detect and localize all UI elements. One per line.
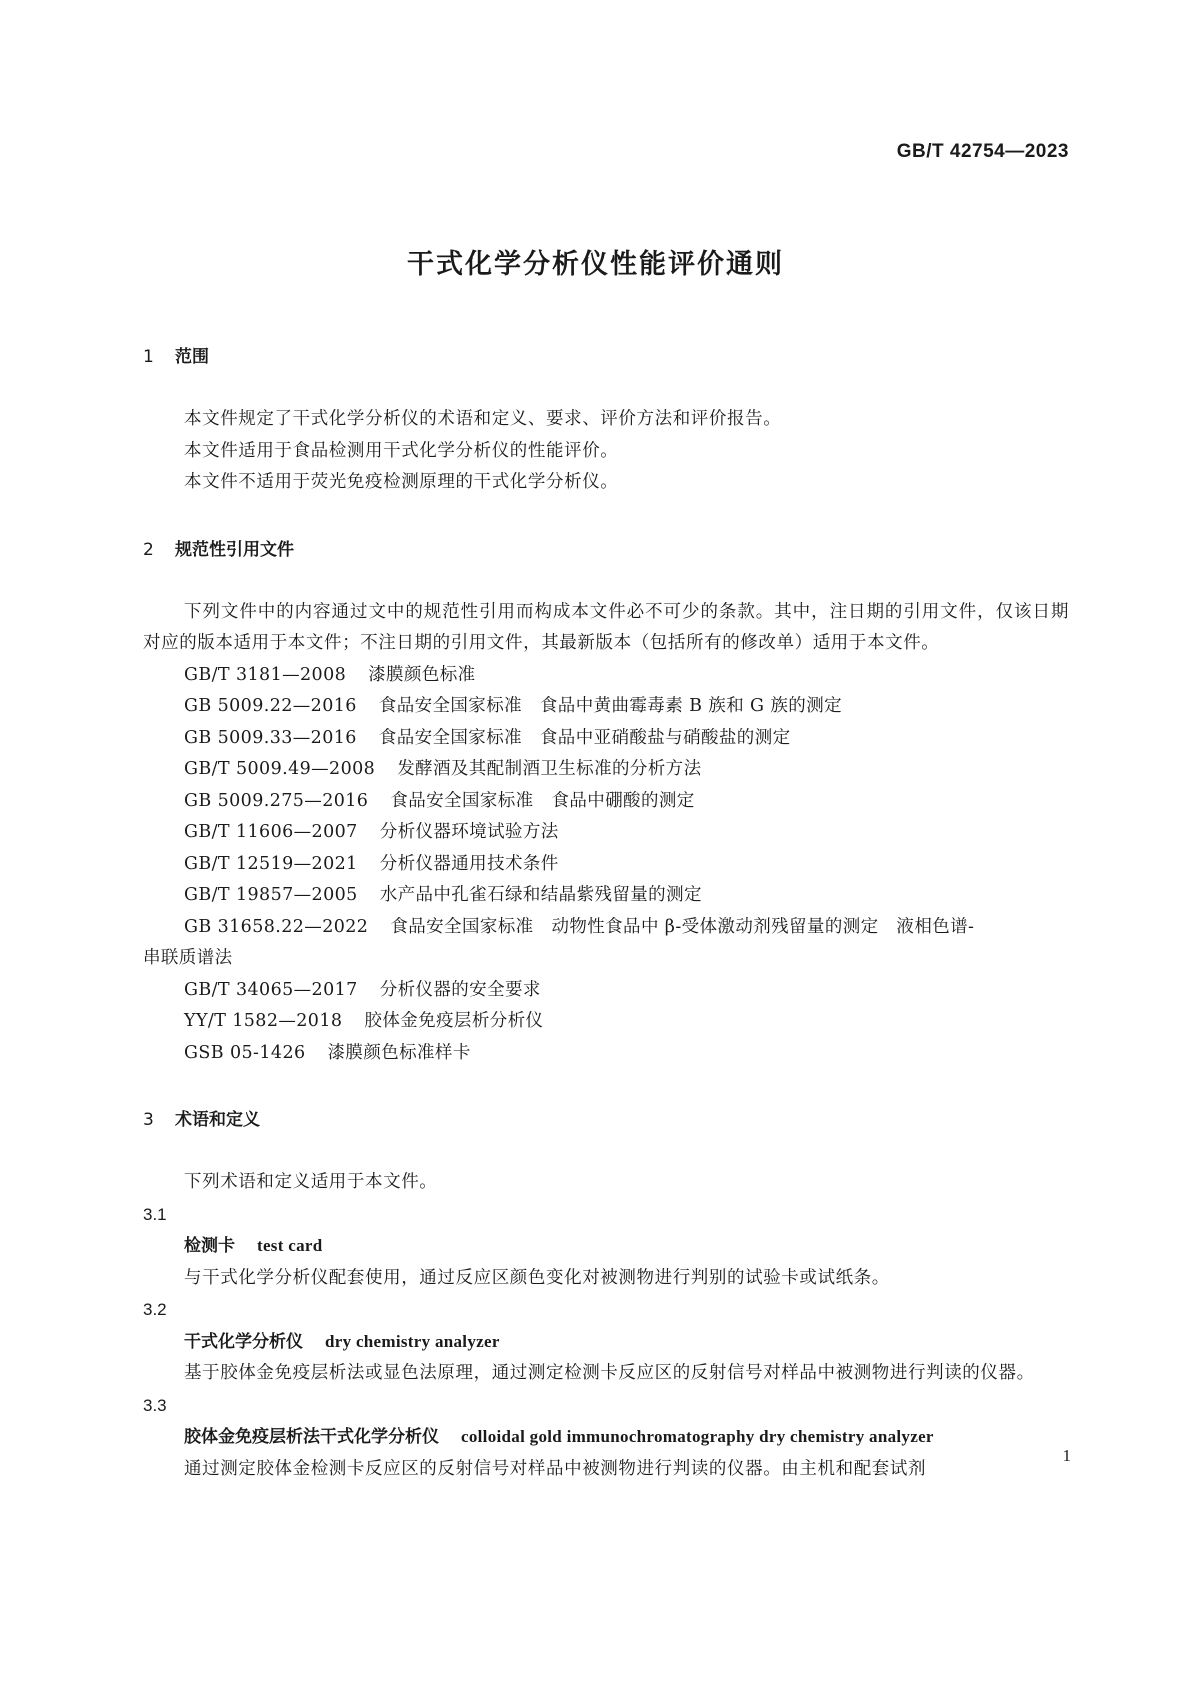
term-zh: 干式化学分析仪 <box>184 1331 303 1352</box>
reference-code: GB 5009.275—2016 <box>184 790 369 811</box>
reference-item-continuation: 串联质谱法 <box>143 948 233 968</box>
reference-code: GB 5009.33—2016 <box>184 727 357 748</box>
section-1-heading <box>143 340 1069 374</box>
standard-code: GB/T 42754—2023 <box>896 141 1069 162</box>
reference-item <box>143 691 1069 723</box>
reference-item <box>143 1006 1069 1038</box>
term-en: test card <box>257 1236 323 1255</box>
section-3-heading <box>143 1103 1069 1137</box>
paragraph: 本文件不适用于荧光免疫检测原理的干式化学分析仪。 <box>184 472 619 492</box>
section-title: 规范性引用文件 <box>175 539 294 560</box>
term-heading <box>143 1421 1069 1454</box>
section-number: 3 <box>143 1110 154 1130</box>
reference-code: GB/T 11606—2007 <box>184 822 358 842</box>
term-definition: 通过测定胶体金检测卡反应区的反射信号对样品中被测物进行判读的仪器。由主机和配套试剂 <box>184 1458 927 1479</box>
paragraph: 本文件适用于食品检测用干式化学分析仪的性能评价。 <box>184 440 619 461</box>
reference-title: 食品安全国家标准 食品中亚硝酸盐与硝酸盐的测定 <box>378 727 791 748</box>
term-number: 3.2 <box>143 1300 167 1319</box>
term-definition: 与干式化学分析仪配套使用，通过反应区颜色变化对被测物进行判别的试验卡或试纸条。 <box>184 1267 890 1288</box>
reference-item <box>143 723 1069 755</box>
reference-title: 胶体金免疫层析分析仪 <box>364 1011 544 1031</box>
term-heading <box>143 1326 1069 1359</box>
reference-code: GB/T 3181—2008 <box>184 664 347 685</box>
reference-item <box>143 849 1069 881</box>
reference-title: 分析仪器环境试验方法 <box>379 822 559 842</box>
reference-code: YY/T 1582—2018 <box>184 1011 343 1031</box>
term-zh: 胶体金免疫层析法干式化学分析仪 <box>184 1427 439 1447</box>
reference-code: GB/T 5009.49—2008 <box>184 759 376 779</box>
reference-title: 食品安全国家标准 食品中硼酸的测定 <box>390 790 695 811</box>
reference-title: 食品安全国家标准 动物性食品中 β-受体激动剂残留量的测定 液相色谱- <box>390 916 975 937</box>
section-number: 1 <box>143 347 154 367</box>
section-number: 2 <box>143 539 154 560</box>
reference-code: GB/T 19857—2005 <box>184 885 358 905</box>
reference-item <box>143 975 1069 1007</box>
reference-title: 分析仪器通用技术条件 <box>379 853 559 874</box>
term-definition: 基于胶体金免疫层析法或显色法原理，通过测定检测卡反应区的反射信号对样品中被测物进行判读的仪器。 <box>184 1363 1035 1383</box>
section-title: 术语和定义 <box>175 1110 260 1130</box>
term-heading <box>143 1230 1069 1263</box>
reference-code: GB/T 34065—2017 <box>184 979 358 1000</box>
reference-item <box>143 786 1069 818</box>
reference-title: 水产品中孔雀石绿和结晶紫残留量的测定 <box>379 885 702 905</box>
reference-item <box>143 754 1069 786</box>
reference-code: GB 31658.22—2022 <box>184 916 369 937</box>
reference-item <box>143 880 1069 912</box>
section-2-heading <box>143 533 1069 567</box>
term-number: 3.3 <box>143 1395 167 1415</box>
reference-title: 发酵酒及其配制酒卫生标准的分析方法 <box>397 759 702 779</box>
term-en: colloidal gold immunochromatography dry chemistry analyzer <box>461 1427 934 1446</box>
reference-item <box>143 817 1069 849</box>
reference-item <box>143 912 1069 944</box>
reference-title: 漆膜颜色标准样卡 <box>327 1042 471 1063</box>
reference-title: 分析仪器的安全要求 <box>379 979 541 1000</box>
reference-title: 食品安全国家标准 食品中黄曲霉毒素 B 族和 G 族的测定 <box>378 696 843 716</box>
reference-code: GB 5009.22—2016 <box>184 696 357 716</box>
reference-item <box>143 1038 1069 1070</box>
section-title: 范围 <box>175 347 209 367</box>
document-body <box>143 340 1069 1485</box>
paragraph: 下列术语和定义适用于本文件。 <box>184 1172 438 1192</box>
paragraph: 本文件规定了干式化学分析仪的术语和定义、要求、评价方法和评价报告。 <box>184 409 782 429</box>
document-title: 干式化学分析仪性能评价通则 <box>407 249 784 280</box>
page-number: 1 <box>1062 1446 1071 1465</box>
reference-item <box>143 660 1069 692</box>
reference-code: GB/T 12519—2021 <box>184 853 358 874</box>
term-en: dry chemistry analyzer <box>325 1331 500 1351</box>
term-zh: 检测卡 <box>184 1236 235 1256</box>
term-number: 3.1 <box>143 1204 167 1224</box>
paragraph: 下列文件中的内容通过文中的规范性引用而构成本文件必不可少的条款。其中，注日期的引用文件，仅该日期对应的版本适用于本文件；不注日期的引用文件，其最新版本（包括所有的修改单）适用于本文件。 <box>143 601 1069 653</box>
reference-code: GSB 05-1426 <box>184 1042 306 1063</box>
reference-title: 漆膜颜色标准 <box>368 664 476 685</box>
